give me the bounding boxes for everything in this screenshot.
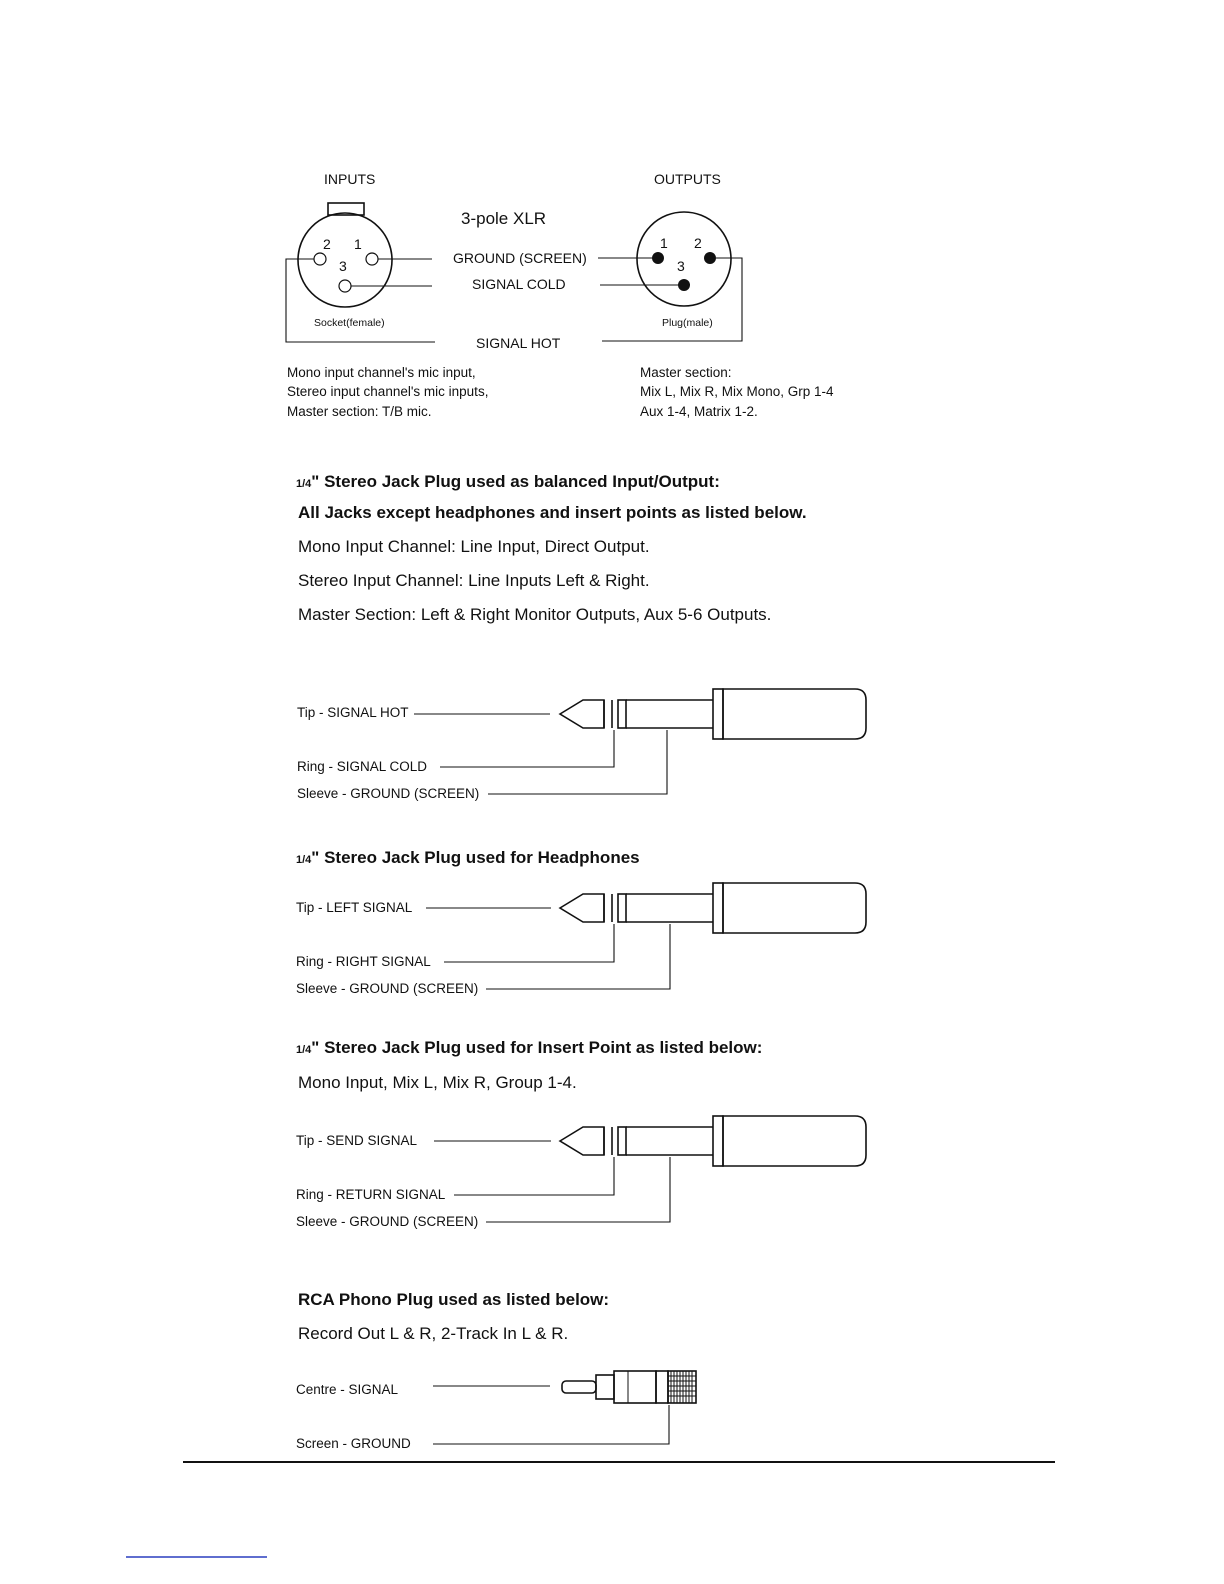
rca-plug: [562, 1371, 696, 1403]
rca-screen-label: Screen - GROUND: [296, 1436, 411, 1451]
xlr-hot-label: SIGNAL HOT: [476, 335, 561, 351]
socket-pin-1-label: 1: [354, 236, 362, 252]
balanced-line-3: Stereo Input Channel: Line Inputs Left & Right.: [298, 571, 650, 590]
socket-label: Socket(female): [314, 317, 385, 329]
headphones-jack-section: [296, 848, 866, 996]
headphones-frac: 1/4: [296, 854, 312, 866]
insert-sleeve-label: Sleeve - GROUND (SCREEN): [296, 1214, 479, 1229]
socket-pin-3-hole: [339, 280, 351, 292]
headphones-ring-label: Ring - RIGHT SIGNAL: [296, 954, 431, 969]
output-note-1: Master section:: [640, 365, 732, 380]
balanced-jack-plug: [560, 689, 866, 739]
output-note-3: Aux 1-4, Matrix 1-2.: [640, 404, 758, 419]
insert-tip-label: Tip - SEND SIGNAL: [296, 1133, 418, 1148]
socket-pin-3-label: 3: [339, 258, 347, 274]
balanced-line-4: Master Section: Left & Right Monitor Outputs, Aux 5-6 Outputs.: [298, 605, 772, 624]
socket-hot-wire: [286, 259, 435, 342]
balanced-ring-wire: [440, 730, 614, 767]
xlr-title: 3-pole XLR: [461, 209, 547, 228]
balanced-sleeve-label: Sleeve - GROUND (SCREEN): [297, 786, 480, 801]
rca-heading: RCA Phono Plug used as listed below:: [298, 1290, 610, 1309]
plug-pin-2-dot: [704, 252, 716, 264]
input-note-1: Mono input channel's mic input,: [287, 365, 476, 380]
insert-heading-text: " Stereo Jack Plug used for Insert Point as listed below:: [311, 1038, 763, 1057]
socket-pin-2-hole: [314, 253, 326, 265]
input-note-2: Stereo input channel's mic inputs,: [287, 384, 489, 399]
insert-sleeve-wire: [486, 1157, 670, 1222]
rca-line-1: Record Out L & R, 2-Track In L & R.: [298, 1324, 569, 1343]
insert-ring-label: Ring - RETURN SIGNAL: [296, 1187, 446, 1202]
headphones-heading: [296, 848, 640, 867]
rca-section: [296, 1290, 696, 1451]
headphones-heading-text: " Stereo Jack Plug used for Headphones: [311, 848, 640, 867]
xlr-plug-male: [637, 212, 731, 329]
balanced-tip-label: Tip - SIGNAL HOT: [297, 705, 409, 720]
insert-heading: [296, 1038, 762, 1057]
balanced-frac: 1/4: [296, 478, 312, 490]
balanced-line-1: All Jacks except headphones and insert points as listed below.: [298, 503, 807, 522]
plug-pin-1-label: 1: [660, 235, 668, 251]
plug-pin-3-label: 3: [677, 258, 685, 274]
socket-pin-2-label: 2: [323, 236, 331, 252]
balanced-heading-text: " Stereo Jack Plug used as balanced Input/Output:: [311, 472, 720, 491]
plug-pin-2-label: 2: [694, 235, 702, 251]
insert-line-1: Mono Input, Mix L, Mix R, Group 1-4.: [298, 1073, 577, 1092]
outputs-label: OUTPUTS: [654, 171, 721, 187]
insert-jack-plug: [560, 1116, 866, 1166]
output-note-2: Mix L, Mix R, Mix Mono, Grp 1-4: [640, 384, 834, 399]
rca-centre-label: Centre - SIGNAL: [296, 1382, 399, 1397]
rca-screen-wire: [433, 1405, 669, 1444]
balanced-ring-label: Ring - SIGNAL COLD: [297, 759, 428, 774]
plug-pin-1-dot: [652, 252, 664, 264]
insert-jack-section: [296, 1038, 866, 1229]
headphones-sleeve-wire: [486, 924, 670, 989]
inputs-label: INPUTS: [324, 171, 376, 187]
xlr-section: [286, 171, 834, 419]
plug-pin-3-dot: [678, 279, 690, 291]
insert-frac: 1/4: [296, 1044, 312, 1056]
headphones-sleeve-label: Sleeve - GROUND (SCREEN): [296, 981, 479, 996]
balanced-line-2: Mono Input Channel: Line Input, Direct Output.: [298, 537, 650, 556]
xlr-ground-label: GROUND (SCREEN): [453, 250, 587, 266]
headphones-jack-plug: [560, 883, 866, 933]
balanced-heading: [296, 472, 720, 491]
input-note-3: Master section: T/B mic.: [287, 404, 432, 419]
insert-ring-wire: [454, 1157, 614, 1195]
headphones-ring-wire: [444, 924, 614, 962]
balanced-jack-section: [296, 472, 866, 801]
xlr-cold-label: SIGNAL COLD: [472, 276, 566, 292]
plug-label: Plug(male): [662, 317, 713, 329]
socket-pin-1-hole: [366, 253, 378, 265]
balanced-sleeve-wire: [488, 730, 667, 794]
headphones-tip-label: Tip - LEFT SIGNAL: [296, 900, 413, 915]
xlr-socket-female: [298, 203, 392, 329]
